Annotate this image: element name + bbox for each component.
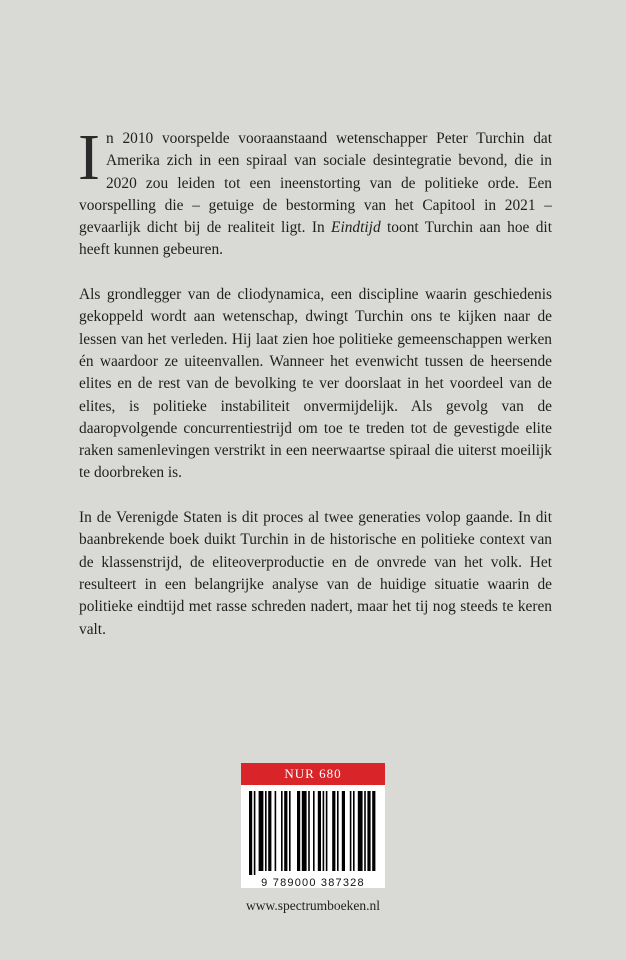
book-title-italic: Eindtijd [331, 219, 381, 237]
barcode-bar [337, 791, 339, 871]
blurb-paragraph-2: Als grondlegger van de cliodynamica, een discipline waarin geschiedenis gekoppeld wordt aan wetenschap, dwingt Turchin ons te kijken naar de lessen van het verleden. Hij laat zien hoe politieke gemeenschappen werken én waardoor ze uiteenvallen. Wanneer het evenwicht tussen de heersende elites en de rest van de bevolking te ver doorslaat in het voordeel van de elites, is politieke instabiliteit onvermijdelijk. Als gevolg van de daaropvolgende concurrentiestrijd om toe te treden tot de gevestigde elite raken samenlevingen verstrikt in een neerwaartse spiraal die uiterst moeilijk te doorbreken is. [79, 286, 552, 482]
barcode-bar [308, 791, 310, 871]
blurb-paragraph-1-text-b: toont Turchin aan hoe dit heeft kunnen gebeuren. [79, 219, 552, 259]
nur-label: NUR 680 [241, 763, 385, 785]
barcode-bar [297, 791, 300, 871]
barcode-bar [302, 791, 307, 871]
back-cover-text [78, 121, 552, 663]
barcode-bar [281, 791, 283, 871]
barcode-bar [259, 791, 264, 871]
isbn-number: 9 789000 387328 [261, 877, 365, 889]
barcode-bar [342, 791, 345, 871]
barcode-icon [241, 785, 385, 877]
barcode-bar [284, 791, 287, 871]
barcode-bar [372, 791, 375, 871]
barcode-bar [313, 791, 315, 871]
blurb-paragraph-3: In de Verenigde Staten is dit proces al twee generaties volop gaande. In dit baanbrekende boek duikt Turchin in de historische en politieke context van de klassenstrijd, de eliteoverproductie en de onvrede van het volk. Het resulteert in een belangrijke analyse van de huidige situatie waarin de politieke eindtijd met rasse schreden nadert, maar het tij nog steeds te keren valt. [79, 509, 552, 638]
barcode-bar [265, 791, 267, 871]
barcode-bar [332, 791, 335, 871]
isbn-barcode [241, 785, 385, 888]
blurb-paragraph-1-text-a: n 2010 voorspelde vooraanstaand wetenschapper Peter Turchin dat Amerika zich in een spiraal van sociale desintegratie bevond, die in 2020 zou leiden tot een ineenstorting van de politieke orde. Een voorspelling die – getuige de bestorming van het Capitool in 2021 – gevaarlijk dicht bij de realiteit ligt. In [79, 130, 552, 237]
barcode-bar [275, 791, 277, 871]
barcode-bar [254, 791, 256, 875]
barcode-bar [364, 791, 366, 871]
barcode-bar [318, 791, 321, 871]
barcode-bar [353, 791, 355, 871]
barcode-bar [326, 791, 328, 871]
drop-cap: I [78, 121, 100, 194]
barcode-bar [367, 791, 370, 871]
barcode-bar [350, 791, 352, 871]
barcode-bar [358, 791, 363, 871]
barcode-bar [323, 791, 325, 871]
publisher-website: www.spectrumboeken.nl [245, 898, 381, 913]
blurb-paragraph-1 [78, 121, 552, 262]
barcode-bar [268, 791, 271, 871]
barcode-bar [289, 791, 291, 871]
barcode-bar [249, 791, 252, 875]
